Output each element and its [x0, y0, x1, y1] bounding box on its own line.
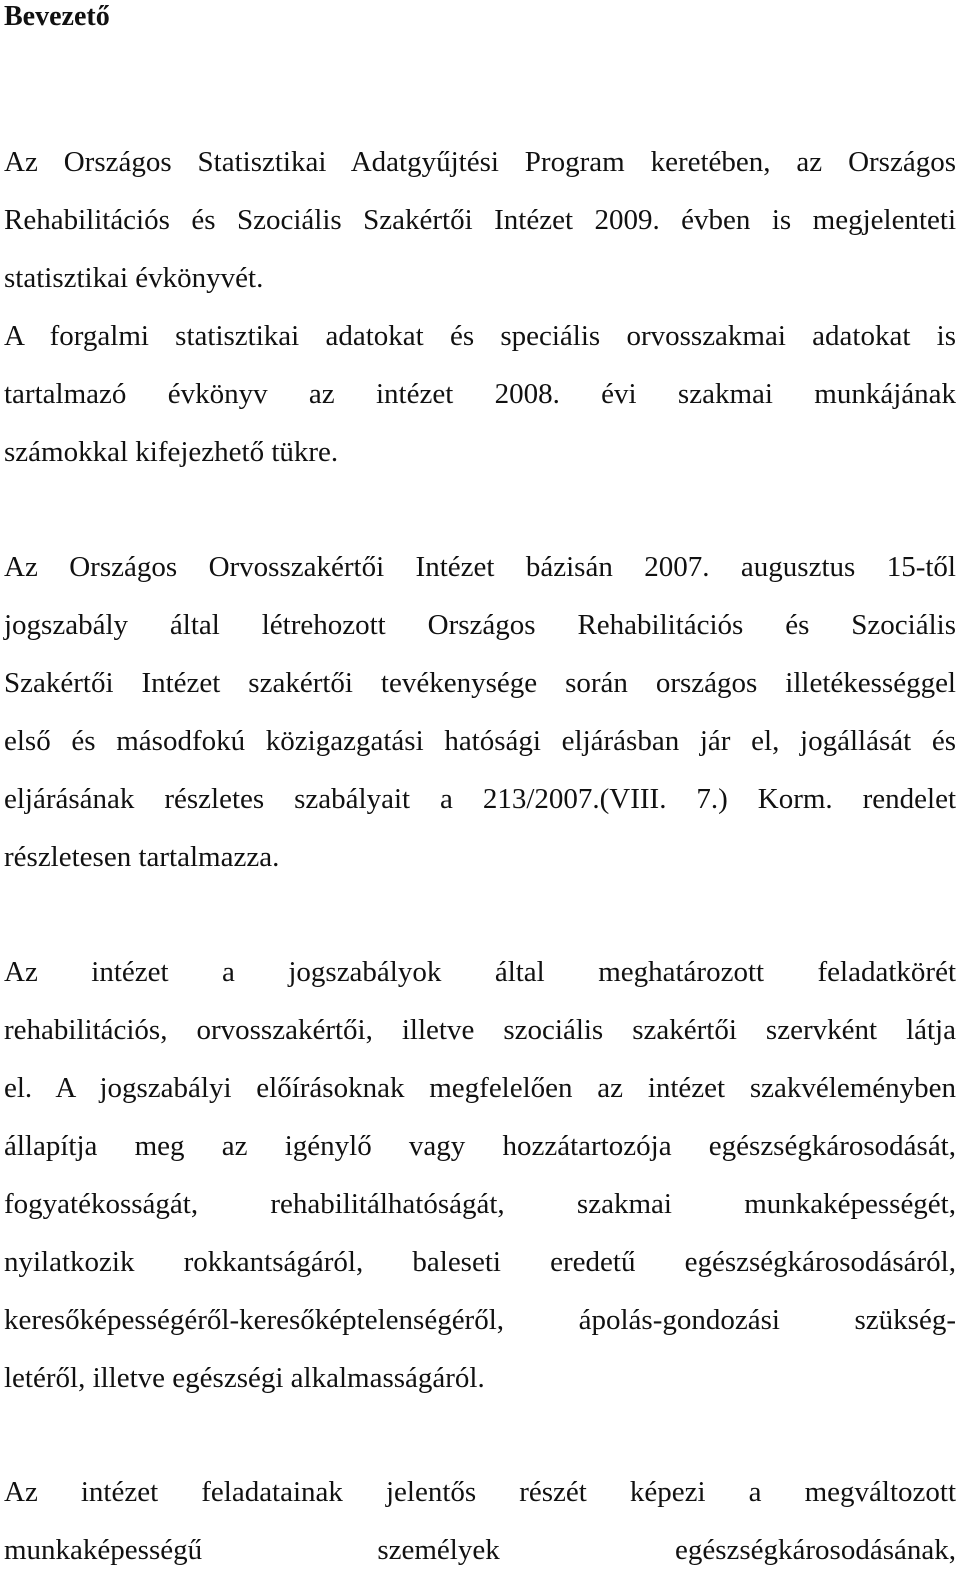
text-line: keresőképességéről-keresőképtelenségéről, ápolás-gondozási szükség- [4, 1304, 956, 1336]
text-line: részletesen tartalmazza. [4, 841, 280, 873]
text-line: Rehabilitációs és Szociális Szakértői Intézet 2009. évben is megjelenteti [4, 204, 956, 236]
text-line: jogszabály által létrehozott Országos Rehabilitációs és Szociális [4, 609, 956, 641]
text-line: fogyatékosságát, rehabilitálhatóságát, szakmai munkaképességét, [4, 1188, 956, 1220]
text-line: letéről, illetve egészségi alkalmasságáról. [4, 1362, 485, 1394]
text-line: eljárásának részletes szabályait a 213/2007.(VIII. 7.) Korm. rendelet [4, 783, 956, 815]
paragraph-institute-basis [4, 538, 956, 886]
text-line: Az intézet feladatainak jelentős részét képezi a megváltozott [4, 1476, 956, 1508]
text-line: munkaképességű személyek egészségkárosodásának, [4, 1534, 956, 1566]
page-title: Bevezető [4, 1, 110, 32]
text-line: statisztikai évkönyvét. [4, 262, 264, 294]
text-line: első és másodfokú közigazgatási hatósági eljárásban jár el, jogállását és [4, 725, 956, 757]
text-line: el. A jogszabályi előírásoknak megfelelően az intézet szakvéleményben [4, 1072, 956, 1104]
paragraph-tasks [4, 1463, 956, 1579]
text-line: nyilatkozik rokkantságáról, baleseti eredetű egészségkárosodásáról, [4, 1246, 956, 1278]
text-line: Az intézet a jogszabályok által meghatározott feladatkörét [4, 956, 956, 988]
text-line: Az Országos Statisztikai Adatgyűjtési Program keretében, az Országos [4, 146, 956, 178]
text-line: tartalmazó évkönyv az intézet 2008. évi szakmai munkájának [4, 378, 956, 410]
text-line: Az Országos Orvosszakértői Intézet bázisán 2007. augusztus 15-től [4, 551, 956, 583]
paragraph-intro [4, 133, 956, 481]
text-line: állapítja meg az igénylő vagy hozzátartozója egészségkárosodását, [4, 1130, 956, 1162]
text-line: számokkal kifejezhető tükre. [4, 436, 339, 468]
text-line: A forgalmi statisztikai adatokat és speciális orvosszakmai adatokat is [4, 320, 956, 352]
text-line: Szakértői Intézet szakértői tevékenysége során országos illetékességgel [4, 667, 956, 699]
text-line: rehabilitációs, orvosszakértői, illetve szociális szakértői szervként látja [4, 1014, 956, 1046]
paragraph-duties [4, 943, 956, 1407]
document-page [4, 0, 956, 1566]
